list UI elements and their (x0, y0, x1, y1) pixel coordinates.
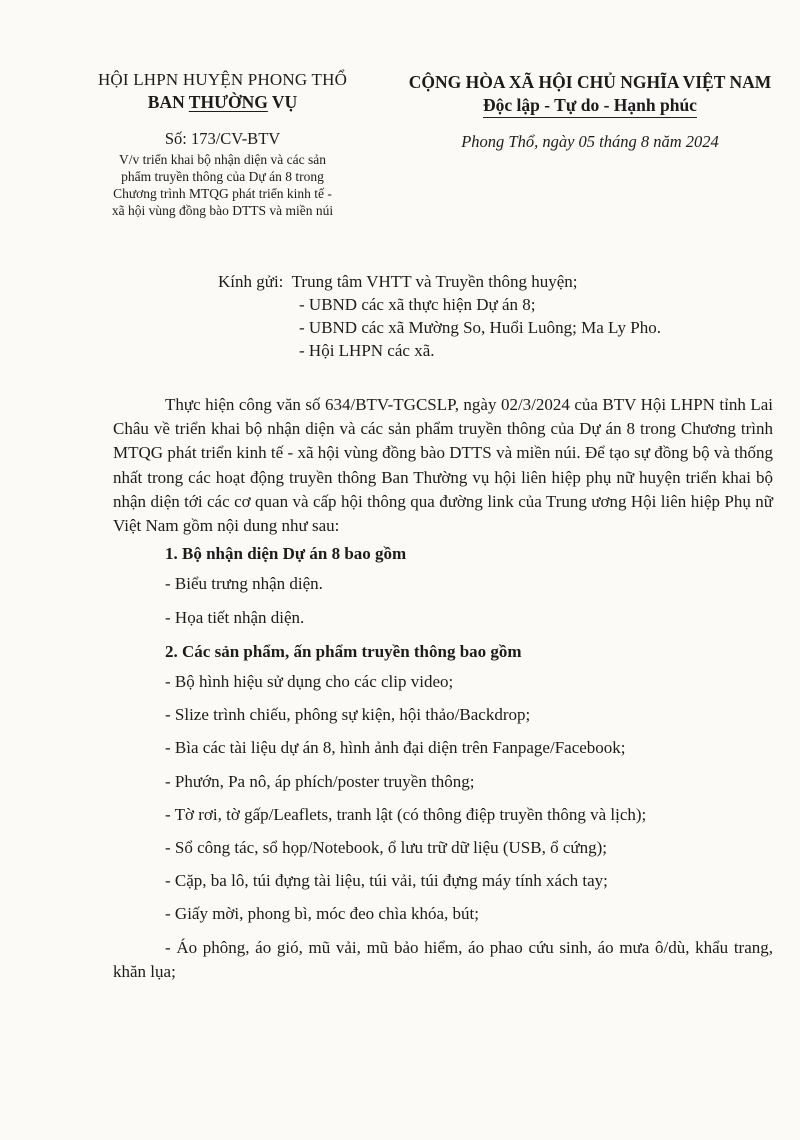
document-subject (70, 151, 375, 219)
issuer-dept-underlined: THƯỜNG (188, 92, 268, 112)
list-item: - Biểu trưng nhận diện. (165, 574, 323, 594)
document-body (113, 393, 773, 984)
issuer-dept-prefix: BAN (147, 92, 189, 112)
section-heading: 1. Bộ nhận diện Dự án 8 bao gồm (165, 544, 407, 564)
subject-line: V/v triển khai bộ nhận diện và các sản (119, 152, 326, 167)
subject-line: xã hội vùng đồng bào DTTS và miền núi (111, 203, 334, 218)
document-number: Số: 173/CV-BTV (164, 129, 281, 148)
recipient-item: - UBND các xã thực hiện Dự án 8; (299, 295, 536, 314)
issuer-org: HỘI LHPN HUYỆN PHONG THỔ (97, 70, 348, 89)
list-item: - Bìa các tài liệu dự án 8, hình ảnh đại diện trên Fanpage/Facebook; (165, 738, 626, 758)
national-header (395, 72, 785, 152)
recipients-block (218, 270, 758, 362)
national-title: CỘNG HÒA XÃ HỘI CHỦ NGHĨA VIỆT NAM (408, 72, 772, 92)
place-date: Phong Thổ, ngày 05 tháng 8 năm 2024 (461, 132, 719, 151)
subject-line: phẩm truyền thông của Dự án 8 trong (121, 169, 324, 184)
list-item: - Áo phông, áo gió, mũ vải, mũ bảo hiểm, áo phao cứu sinh, áo mưa ô/dù, khẩu trang, khăn lụa; (113, 937, 773, 981)
recipients-label: Kính gửi: (218, 272, 284, 291)
recipient-item: Trung tâm VHTT và Truyền thông huyện; (291, 272, 578, 291)
list-item: - Sổ công tác, sổ họp/Notebook, ổ lưu trữ dữ liệu (USB, ổ cứng); (165, 838, 607, 858)
recipient-item: - UBND các xã Mường So, Huổi Luông; Ma Ly Pho. (299, 318, 661, 337)
list-item: - Họa tiết nhận diện. (165, 607, 305, 627)
list-item: - Cặp, ba lô, túi đựng tài liệu, túi vải, túi đựng máy tính xách tay; (165, 871, 608, 891)
intro-paragraph: Thực hiện công văn số 634/BTV-TGCSLP, ngày 02/3/2024 của BTV Hội LHPN tỉnh Lai Châu về triển khai bộ nhận diện và các sản phẩm truyền thông của Dự án 8 trong Chương trình MTQG phát triển kinh tế - xã hội vùng đồng bào DTTS và miền núi. Để tạo sự đồng bộ và thống nhất trong các hoạt động truyền thông Ban Thường vụ hội liên hiệp phụ nữ huyện triển khai bộ nhận diện tới các cơ quan và cấp hội thông qua đường link của Trung ương Hội liên hiệp Phụ nữ Việt Nam gồm nội dung như sau: (113, 395, 773, 536)
list-item: - Phướn, Pa nô, áp phích/poster truyền thông; (165, 771, 475, 791)
list-item: - Giấy mời, phong bì, móc đeo chìa khóa, bút; (165, 904, 479, 924)
issuer-block (70, 70, 375, 219)
issuer-dept-suffix: VỤ (267, 92, 298, 112)
list-item: - Bộ hình hiệu sử dụng cho các clip video; (165, 672, 454, 692)
issuer-dept (70, 92, 375, 113)
list-item: - Slize trình chiếu, phông sự kiện, hội thảo/Backdrop; (165, 705, 531, 725)
subject-line: Chương trình MTQG phát triển kinh tế - (113, 186, 332, 201)
list-item: - Tờ rơi, tờ gấp/Leaflets, tranh lật (có thông điệp truyền thông và lịch); (165, 804, 647, 824)
national-motto: Độc lập - Tự do - Hạnh phúc (483, 95, 697, 118)
recipient-primary (218, 270, 758, 293)
recipient-item: - Hội LHPN các xã. (299, 341, 435, 360)
section-heading: 2. Các sản phẩm, ấn phẩm truyền thông bao gồm (165, 641, 522, 661)
